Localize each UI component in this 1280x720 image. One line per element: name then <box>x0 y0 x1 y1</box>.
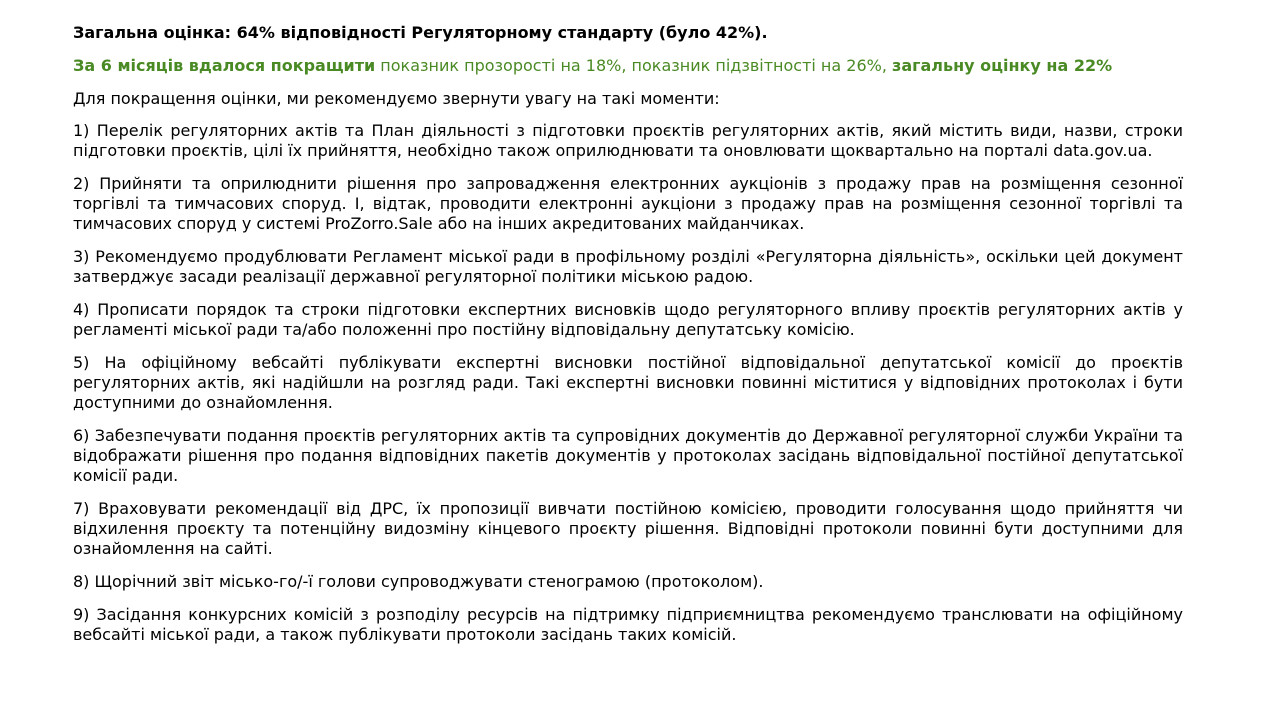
recommendation-item: 7) Враховувати рекомендації від ДРС, їх пропозиції вивчати постійною комісією, проводити голосування щодо прийняття чи відхилення проєкту та потенційну видозміну кінцевого проєкту рішення. Відповідні протоколи повинні бути доступними для ознайомлення на сайті. <box>73 499 1183 558</box>
progress-overall: загальну оцінку на 22% <box>892 56 1113 75</box>
recommendation-item: 6) Забезпечувати подання проєктів регуляторних актів та супровідних документів до Державної регуляторної служби України та відображати рішення про подання відповідних пакетів документів у протоколах засідань відповідальної постійної депутатської комісії ради. <box>73 426 1183 485</box>
progress-statement <box>73 55 1183 76</box>
progress-lead: За 6 місяців вдалося покращити <box>73 56 376 75</box>
recommendations-intro: Для покращення оцінки, ми рекомендуємо звернути увагу на такі моменти: <box>73 89 720 108</box>
recommendation-item: 8) Щорічний звіт місько-го/-ї голови супроводжувати стенограмою (протоколом). <box>73 572 764 591</box>
recommendations-list <box>73 121 1183 645</box>
content-area <box>73 22 1183 658</box>
recommendation-item: 1) Перелік регуляторних актів та План діяльності з підготовки проєктів регуляторних актів, який містить види, назви, строки підготовки проєктів, цілі їх прийняття, необхідно також оприлюднювати та оновлювати щоквартально на порталі data.gov.ua. <box>73 121 1183 160</box>
recommendation-item: 2) Прийняти та оприлюднити рішення про запровадження електронних аукціонів з продажу прав на розміщення сезонної торгівлі та тимчасових споруд. І, відтак, проводити електронні аукціони з продажу прав на розміщення сезонної торгівлі та тимчасових споруд у системі ProZorro.Sale або на інших акредитованих майданчиках. <box>73 174 1183 233</box>
progress-details: показник прозорості на 18%, показник підзвітності на 26%, <box>375 56 893 75</box>
recommendation-item: 9) Засідання конкурсних комісій з розподілу ресурсів на підтримку підприємництва рекомендуємо транслювати на офіційному вебсайті міської ради, а також публікувати протоколи засідань таких комісій. <box>73 605 1183 644</box>
recommendation-item: 5) На офіційному вебсайті публікувати експертні висновки постійної відповідальної депутатської комісії до проєктів регуляторних актів, які надійшли на розгляд ради. Такі експертні висновки повинні міститися у відповідних протоколах і бути доступними до ознайомлення. <box>73 353 1183 412</box>
recommendation-item: 3) Рекомендуємо продублювати Регламент міської ради в профільному розділі «Регуляторна діяльність», оскільки цей документ затверджує засади реалізації державної регуляторної політики міською радою. <box>73 247 1183 286</box>
overall-score-heading: Загальна оцінка: 64% відповідності Регуляторному стандарту (було 42%). <box>73 23 768 42</box>
recommendation-item: 4) Прописати порядок та строки підготовки експертних висновків щодо регуляторного впливу проєктів регуляторних актів у регламенті міської ради та/або положенні про постійну відповідальну депутатську комісію. <box>73 300 1183 339</box>
